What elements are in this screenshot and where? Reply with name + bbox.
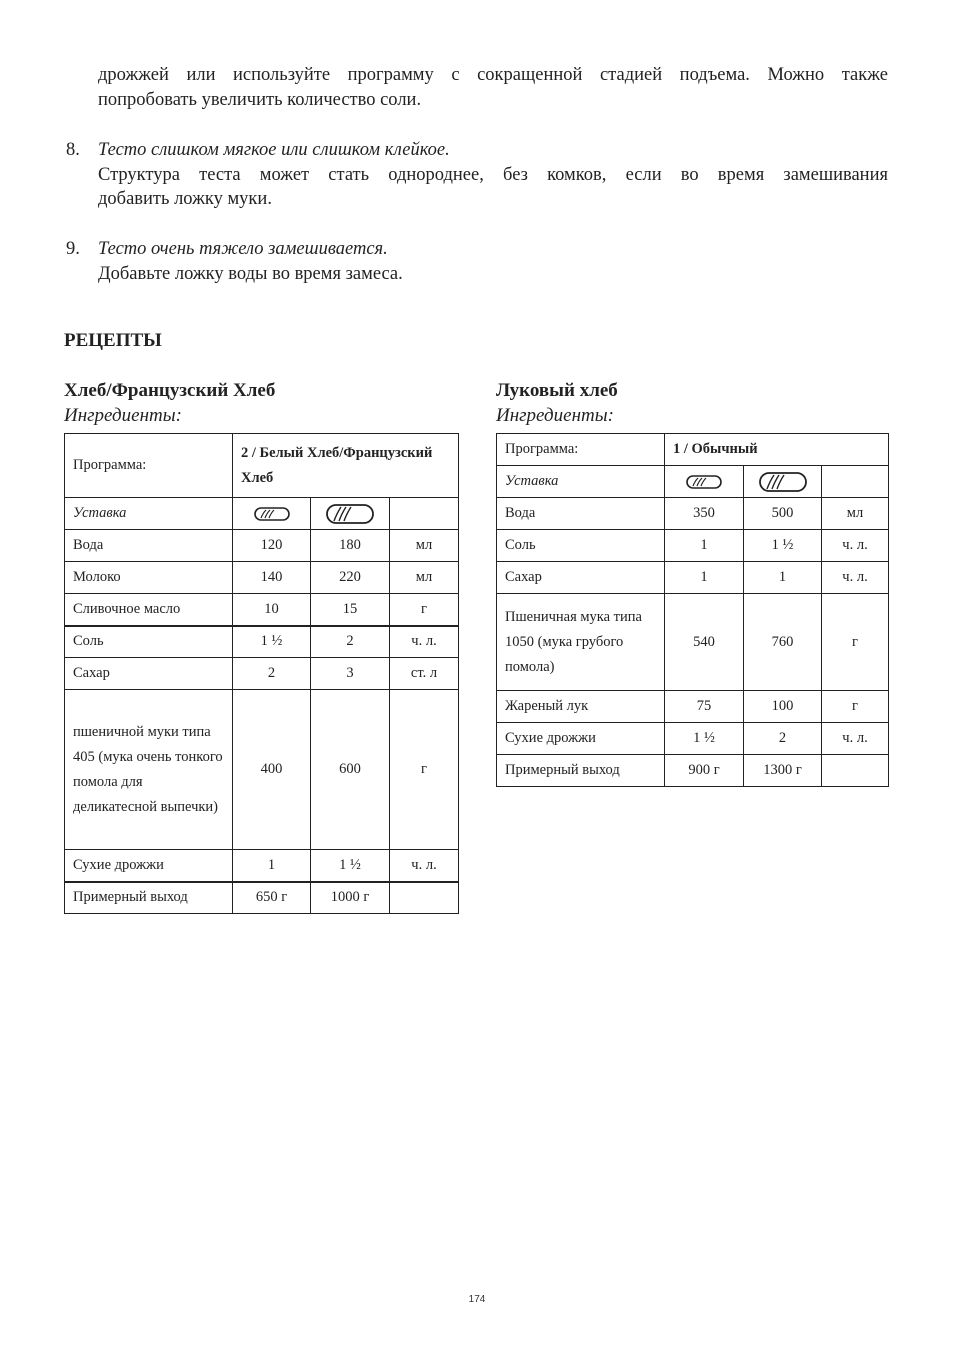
small-amount: 2 [233, 658, 311, 690]
intro-line-2: попробовать увеличить количество соли. [98, 90, 422, 110]
table-row [65, 850, 459, 882]
small-amount: 1 ½ [233, 626, 311, 658]
table-row [497, 466, 889, 498]
unit [822, 755, 889, 787]
large-amount: 1 ½ [744, 530, 822, 562]
small-amount: 900 г [665, 755, 744, 787]
small-loaf-icon [253, 505, 291, 523]
unit: г [390, 594, 459, 626]
small-amount: 1 ½ [665, 723, 744, 755]
table-row [65, 498, 459, 530]
small-amount: 1 [665, 530, 744, 562]
recipe-1-subtitle: Ингредиенты: [64, 405, 182, 426]
unit: ч. л. [822, 562, 889, 594]
ingredient-name: Сахар [65, 658, 233, 690]
unit: ч. л. [390, 850, 459, 882]
table-row [497, 530, 889, 562]
recipe-2-table [496, 433, 889, 787]
ingredient-name: Примерный выход [65, 882, 233, 914]
program-label: Программа: [497, 434, 665, 466]
large-amount: 100 [744, 691, 822, 723]
unit: ч. л. [822, 530, 889, 562]
table-row [497, 434, 889, 466]
ingredient-name: Жареный лук [497, 691, 665, 723]
unit [390, 882, 459, 914]
small-amount: 540 [665, 594, 744, 691]
unit: ч. л. [390, 626, 459, 658]
table-row [65, 882, 459, 914]
table-row [65, 530, 459, 562]
table-row [65, 434, 459, 498]
item-8-title: Тесто слишком мягкое или слишком клейкое. [98, 140, 450, 160]
insert-label: Уставка [497, 466, 665, 498]
unit: мл [390, 562, 459, 594]
item-8-body-line-2: добавить ложку муки. [98, 189, 272, 209]
large-amount: 220 [311, 562, 390, 594]
unit: ч. л. [822, 723, 889, 755]
section-title: РЕЦЕПТЫ [64, 330, 162, 351]
page-number: 174 [468, 1294, 486, 1305]
table-row [497, 562, 889, 594]
large-loaf-icon [325, 502, 375, 526]
large-amount: 600 [311, 690, 390, 850]
large-amount: 1000 г [311, 882, 390, 914]
small-amount: 75 [665, 691, 744, 723]
item-9-number: 9. [66, 239, 80, 259]
small-amount: 140 [233, 562, 311, 594]
small-loaf-icon [685, 473, 723, 491]
table-row [497, 594, 889, 691]
ingredient-name: Сухие дрожжи [65, 850, 233, 882]
recipe-1-title: Хлеб/Французский Хлеб [64, 380, 276, 401]
small-amount: 400 [233, 690, 311, 850]
ingredient-name: Молоко [65, 562, 233, 594]
small-amount: 1 [665, 562, 744, 594]
small-amount: 650 г [233, 882, 311, 914]
small-amount: 10 [233, 594, 311, 626]
program-value: 2 / Белый Хлеб/Французский Хлеб [233, 434, 459, 498]
table-row [497, 755, 889, 787]
table-row [497, 691, 889, 723]
item-9-body-line-1: Добавьте ложку воды во время замеса. [98, 264, 403, 284]
program-value: 1 / Обычный [665, 434, 889, 466]
large-amount: 15 [311, 594, 390, 626]
table-row [65, 690, 459, 850]
ingredient-name: пшеничной муки типа 405 (мука очень тонкого помола для деликатесной выпечки) [65, 690, 233, 850]
insert-label: Уставка [65, 498, 233, 530]
table-row [65, 562, 459, 594]
small-loaf-cell [233, 498, 311, 530]
item-9-title: Тесто очень тяжело замешивается. [98, 239, 388, 259]
unit: г [822, 594, 889, 691]
recipe-2-title: Луковый хлеб [496, 380, 618, 401]
large-amount: 180 [311, 530, 390, 562]
large-loaf-icon [758, 470, 808, 494]
ingredient-name: Вода [497, 498, 665, 530]
table-row [497, 723, 889, 755]
unit: мл [390, 530, 459, 562]
ingredient-name: Примерный выход [497, 755, 665, 787]
recipe-2-subtitle: Ингредиенты: [496, 405, 614, 426]
small-amount: 120 [233, 530, 311, 562]
ingredient-name: Пшеничная мука типа 1050 (мука грубого помола) [497, 594, 665, 691]
large-amount: 3 [311, 658, 390, 690]
ingredient-name: Сливочное масло [65, 594, 233, 626]
recipe-1-table [64, 433, 459, 914]
small-amount: 350 [665, 498, 744, 530]
large-amount: 1300 г [744, 755, 822, 787]
item-8-number: 8. [66, 140, 80, 160]
intro-line-1: дрожжей или используйте программу с сокращенной стадией подъема. Можно также [98, 65, 888, 85]
ingredient-name: Сахар [497, 562, 665, 594]
ingredient-name: Сухие дрожжи [497, 723, 665, 755]
large-loaf-cell [744, 466, 822, 498]
unit: ст. л [390, 658, 459, 690]
small-amount: 1 [233, 850, 311, 882]
ingredient-name: Соль [65, 626, 233, 658]
large-amount: 2 [744, 723, 822, 755]
unit: г [822, 691, 889, 723]
large-amount: 2 [311, 626, 390, 658]
table-row [497, 498, 889, 530]
large-amount: 500 [744, 498, 822, 530]
ingredient-name: Соль [497, 530, 665, 562]
table-row [65, 594, 459, 626]
large-amount: 1 ½ [311, 850, 390, 882]
table-row [65, 658, 459, 690]
unit: мл [822, 498, 889, 530]
empty-cell [390, 498, 459, 530]
large-amount: 760 [744, 594, 822, 691]
large-loaf-cell [311, 498, 390, 530]
program-label: Программа: [65, 434, 233, 498]
table-row [65, 626, 459, 658]
large-amount: 1 [744, 562, 822, 594]
ingredient-name: Вода [65, 530, 233, 562]
item-8-body-line-1: Структура теста может стать однороднее, без комков, если во время замешивания [98, 165, 888, 185]
small-loaf-cell [665, 466, 744, 498]
empty-cell [822, 466, 889, 498]
unit: г [390, 690, 459, 850]
